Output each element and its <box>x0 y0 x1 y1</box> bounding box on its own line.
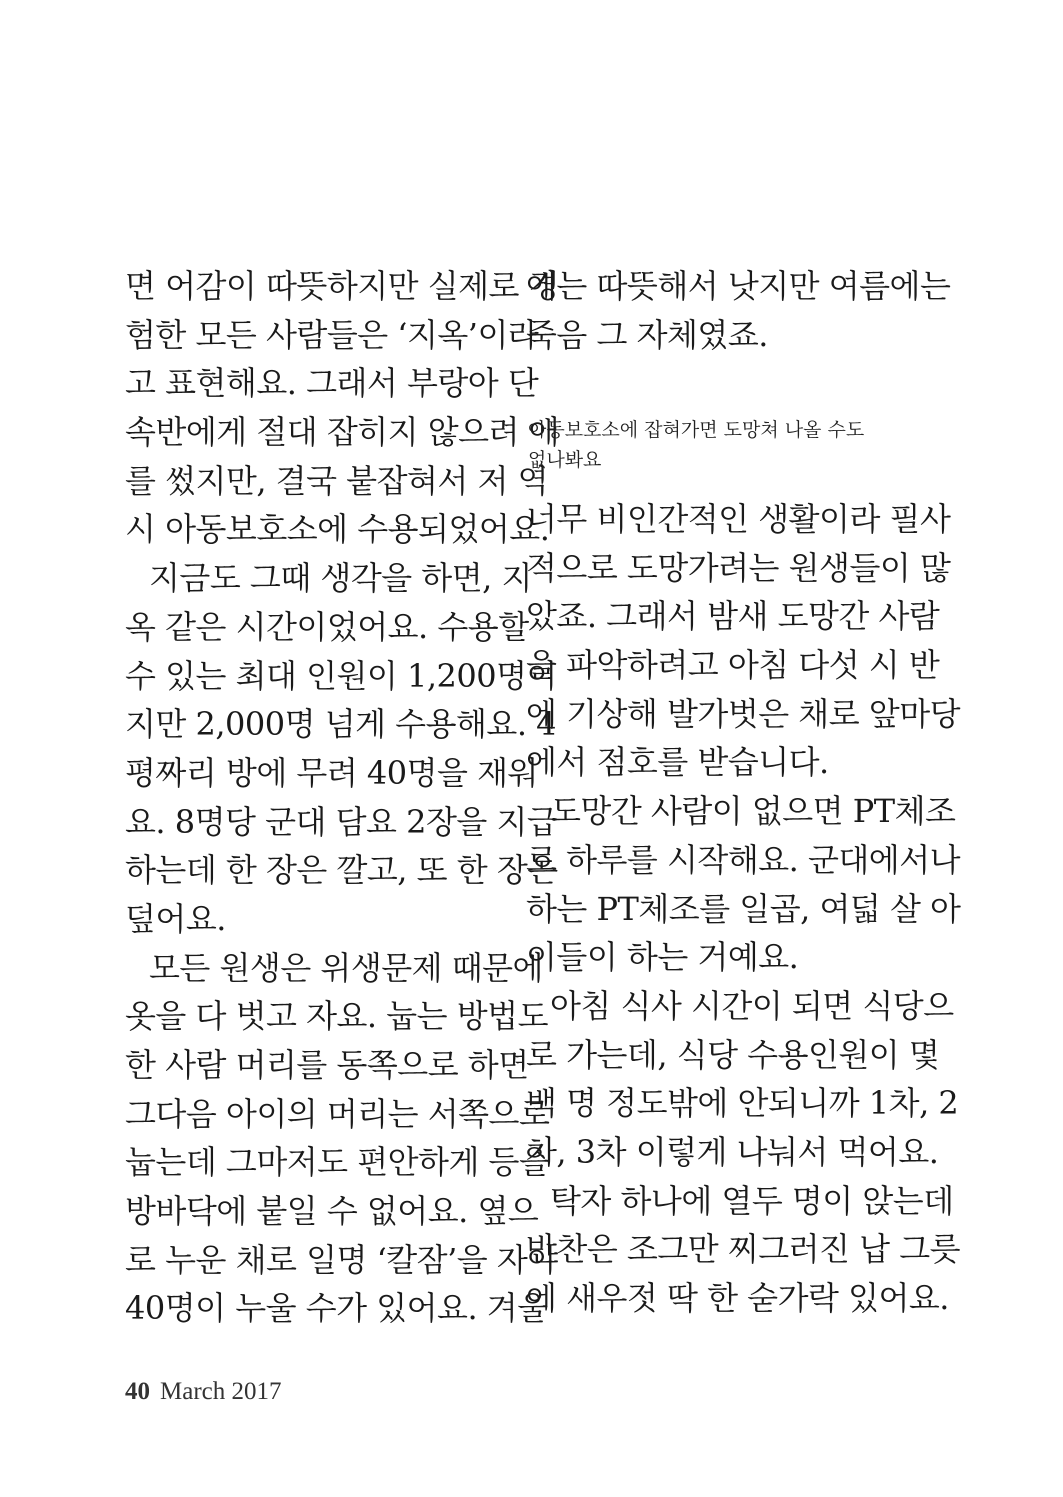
text-line: 반찬은 조그만 찌그러진 납 그릇 <box>526 1230 961 1269</box>
text-line: 에 새우젓 딱 한 숟가락 있어요. <box>526 1279 949 1317</box>
text-line: 옷을 다 벗고 자요. 눕는 방법도 <box>125 997 548 1036</box>
text-line: 아침 식사 시간이 되면 식당으 <box>550 986 954 1025</box>
text-line: 너무 비인간적인 생활이라 필사 <box>526 500 951 538</box>
text-line: 도망간 사람이 없으면 PT체조 <box>550 792 956 831</box>
issue-date: March 2017 <box>160 1378 282 1405</box>
text-line: 방바닥에 붙일 수 없어요. 옆으 <box>125 1192 539 1231</box>
right-column-top <box>526 262 951 359</box>
text-line: 한 사람 머리를 동쪽으로 하면 <box>125 1046 529 1084</box>
text-line: 로 누운 채로 일명 ‘칼잠’을 자야 <box>125 1240 558 1279</box>
text-line: 백 명 정도밖에 안되니까 1차, 2 <box>526 1084 959 1123</box>
text-line: 하는데 한 장은 깔고, 또 한 장은 <box>125 851 558 890</box>
text-line: 죽음 그 자체였죠. <box>526 315 768 354</box>
text-line: 에는 따뜻해서 낫지만 여름에는 <box>526 267 951 305</box>
text-line: 면 어감이 따뜻하지만 실제로 경 <box>125 267 560 305</box>
text-line: 시 아동보호소에 수용되었어요. <box>125 510 550 549</box>
text-line: 덮어요. <box>125 899 226 938</box>
text-line: 험한 모든 사람들은 ‘지옥’이라 <box>125 315 539 354</box>
page-number: 40 <box>125 1378 150 1405</box>
text-line: 하는 PT체조를 일곱, 여덟 살 아 <box>526 889 961 928</box>
text-line: 에 기상해 발가벗은 채로 앞마당 <box>526 694 961 733</box>
text-line: 에서 점호를 받습니다. <box>526 743 829 782</box>
text-line: 그다음 아이의 머리는 서쪽으로 <box>125 1094 550 1133</box>
section-subhead <box>528 415 900 475</box>
text-line: 눕는데 그마저도 편안하게 등을 <box>125 1143 550 1182</box>
page-folio <box>125 1378 282 1406</box>
text-line: 속반에게 절대 잡히지 않으려 애 <box>125 413 560 452</box>
text-line: 수 있는 최대 인원이 1,200명이 <box>125 656 557 695</box>
subhead-line: 없나봐요 <box>528 449 602 471</box>
text-line: 적으로 도망가려는 원생들이 많 <box>526 548 951 587</box>
text-line: 로 가는데, 식당 수용인원이 몇 <box>526 1035 940 1074</box>
left-column <box>125 262 560 1333</box>
text-line: 았죠. 그래서 밤새 도망간 사람 <box>526 597 940 636</box>
text-line: 지금도 그때 생각을 하면, 지 <box>149 559 532 598</box>
text-line: 평짜리 방에 무려 40명을 재워 <box>125 753 538 792</box>
text-line: 요. 8명당 군대 담요 2장을 지급 <box>125 802 558 841</box>
text-line: 차, 3차 이렇게 나눠서 먹어요. <box>526 1132 939 1171</box>
right-column-bottom <box>526 495 961 1323</box>
text-line: 옥 같은 시간이었어요. 수용할 <box>125 607 529 646</box>
text-line: 모든 원생은 위생문제 때문에 <box>149 948 543 987</box>
text-line: 로 하루를 시작해요. 군대에서나 <box>526 840 961 879</box>
text-line: 지만 2,000명 넘게 수용해요. 4 <box>125 705 557 744</box>
text-line: 고 표현해요. 그래서 부랑아 단 <box>125 364 539 403</box>
text-line: 를 썼지만, 결국 붙잡혀서 저 역 <box>125 461 548 500</box>
text-line: 40명이 누울 수가 있어요. 겨울 <box>125 1289 548 1328</box>
text-line: 이들이 하는 거예요. <box>526 938 799 977</box>
text-line: 탁자 하나에 열두 명이 앉는데 <box>550 1181 954 1220</box>
text-line: 을 파악하려고 아침 다섯 시 반 <box>526 646 940 685</box>
subhead-line: 아동보호소에 잡혀가면 도망쳐 나올 수도 <box>528 419 865 441</box>
